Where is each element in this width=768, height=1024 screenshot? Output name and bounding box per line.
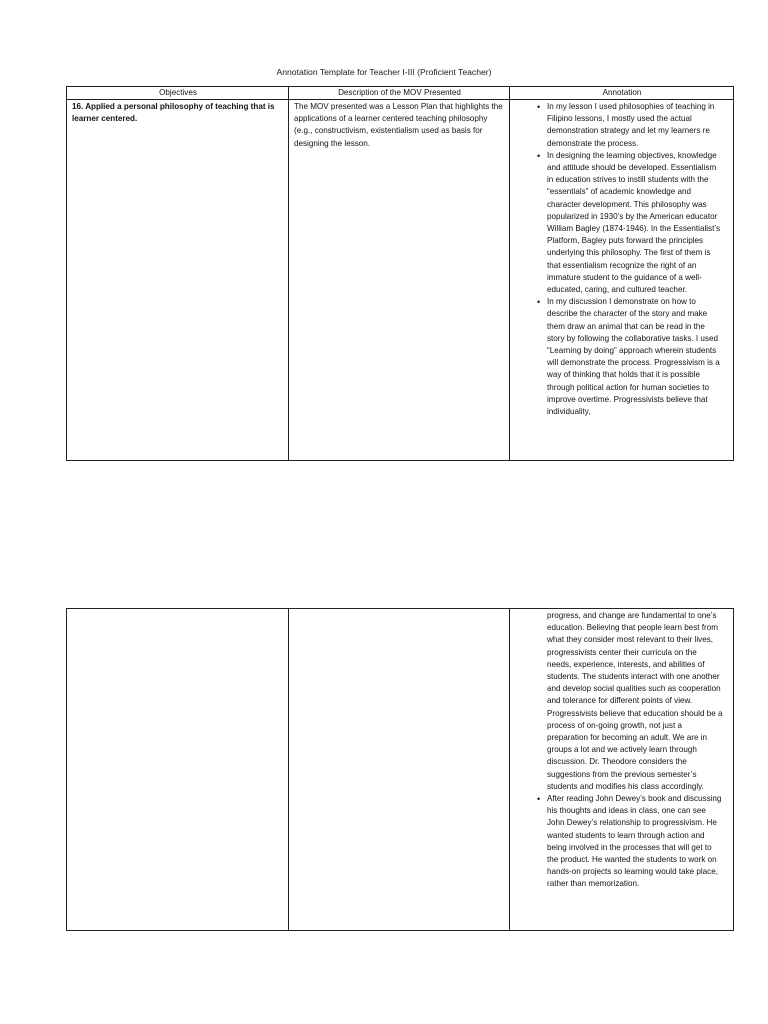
- annotation-list: [515, 101, 729, 418]
- description-cell: [289, 100, 510, 461]
- annotation-continuation: progress, and change are fundamental to one’s education. Believing that people learn best from what they consider most relevant to their lives, progressivists center their curricula on the needs, experience, interests, and abilities of students. The students interact with one another and develop social qualities such as cooperation and tolerance for different points of view. Progressivists believe that education should be a process of on-going growth, not just a preparation for becoming an adult. We are in groups a lot and we actively learn through discussion. Dr. Theodore considers the suggestions from the previous semester’s students and modifies his class accordingly.: [547, 611, 723, 791]
- header-objectives: Objectives: [67, 87, 289, 100]
- objective-cell: [67, 100, 289, 461]
- annotation-cell: [510, 100, 734, 461]
- objective-cell: [67, 609, 289, 931]
- annotation-item: • In my lesson I used philosophies of teaching in Filipino lessons, I mostly used the actual demonstration strategy and let my learners re demonstrate the process.: [515, 101, 729, 150]
- table-row: [67, 100, 734, 461]
- table-header-row: [67, 87, 734, 100]
- description-text: The MOV presented was a Lesson Plan that highlights the applications of a learner centered teaching philosophy (e.g., constructivism, existentialism used as basis for designing the lesson.: [294, 102, 503, 148]
- annotation-item: • In designing the learning objectives, knowledge and attitude should be developed. Essentialism in education strives to instill students with the “essentials” of academic knowledge and character development. This philosophy was popularized in 1930’s by the American educator William Bagley (1874-1946). In the Essentialist’s Platform, Bagley puts forward the principles underlying this philosophy. The first of them is that essentialism recognize the right of an immature student to the guidance of a well-educated, caring, and cultured teacher.: [515, 150, 729, 296]
- objective-text: 16. Applied a personal philosophy of teaching that is learner centered.: [72, 102, 275, 124]
- annotation-table-page-1: [66, 86, 734, 461]
- header-annotation: Annotation: [510, 87, 734, 100]
- annotation-item: • In my discussion I demonstrate on how to describe the character of the story and make them draw an animal that can be read in the story by following the collaborative tasks. I used “Learning by doing” approach wherein students will demonstrate the process. Progressivism is a way of thinking that holds that it is possible through political action for human societies to improve overtime. Progressivists believe that individuality,: [515, 296, 729, 418]
- annotation-list: [515, 793, 729, 891]
- description-cell: [289, 609, 510, 931]
- document-title: Annotation Template for Teacher I-III (Proficient Teacher): [276, 67, 492, 77]
- annotation-item: • After reading John Dewey’s book and discussing his thoughts and ideas in class, one can see John Dewey’s relationship to progressivism. He wanted students to learn through action and being involved in the processes that will get to the product. He wanted the students to work on hands-on projects so learning would take place, rather than memorization.: [515, 793, 729, 891]
- header-description: Description of the MOV Presented: [289, 87, 510, 100]
- annotation-cell: [510, 609, 734, 931]
- table-row: [67, 609, 734, 931]
- annotation-table-page-2: [66, 608, 734, 931]
